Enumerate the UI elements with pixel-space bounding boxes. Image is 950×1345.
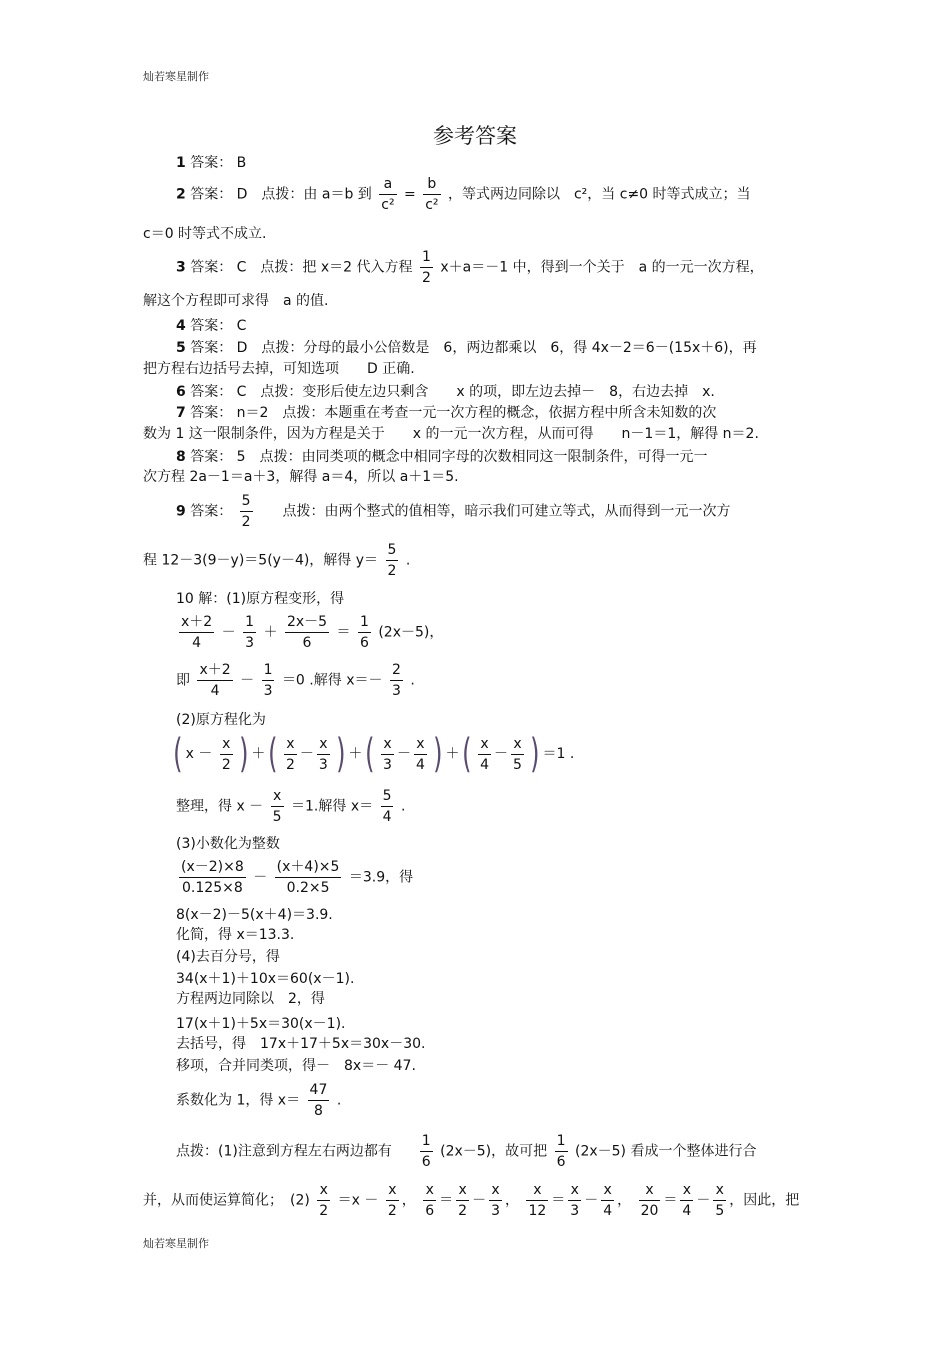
answer-number: 8 — [176, 449, 186, 465]
answer-text: 程 12－3(9－y)＝5(y－4)，解得 y＝ — [143, 552, 379, 569]
solution-10-part1: 10 解：(1)原方程变形，得 — [176, 591, 345, 607]
answer-text: C 点拨：把 x＝2 代入方程 — [236, 259, 413, 276]
answer-5-cont: 把方程右边括号去掉，可知选项 D 正确. — [143, 361, 415, 377]
answer-label: 答案： — [190, 186, 233, 203]
answer-number: 2 — [176, 186, 186, 203]
page-footer: 灿若寒星制作 — [143, 1237, 209, 1250]
equation: ( x － $\frac{x}{2}$ ) ＋( $\frac{x}{2}$ － $\frac{x}{3}$ ) ＋( $\frac{x}{3}$ － $\frac{x}{4}$ ) ＋( $\frac{x}{4}$ － $\frac{x}{5}$ ) ＝1 . — [173, 731, 575, 777]
answer-number: 5 — [176, 340, 186, 356]
equation: $\frac{x+2}{4}$ － $\frac{1}{3}$ ＋ $\frac{2x-5}{6}$ ＝ $\frac{1}{6}$ (2x－5)， — [181, 614, 444, 651]
solution-line: 17(x＋1)＋5x＝30(x－1). — [176, 1016, 346, 1032]
answer-number: 7 — [176, 405, 186, 421]
page-title: 参考答案 — [433, 124, 517, 148]
answer-text: 5 点拨：由同类项的概念中相同字母的次数相同这一限制条件，可得一元一 — [236, 449, 708, 465]
answer-label: 答案： — [190, 405, 233, 421]
equation: 系数化为 1，得 x＝ $\frac{47}{8}$ . — [176, 1082, 342, 1119]
answer-2 — [176, 174, 751, 215]
answer-1 — [176, 153, 246, 173]
solution-line: 移项，合并同类项，得－ 8x＝－ 47. — [176, 1058, 416, 1074]
answer-5 — [176, 338, 757, 358]
answer-text: B — [236, 155, 247, 171]
fraction: $\frac{a}{\text{c²}}$ — [381, 176, 395, 213]
hint-line: 并，从而使运算简化； (2) $\frac{x}{2}$ ＝x － $\frac{x}{2}$ ， $\frac{x}{6}$ ＝ $\frac{x}{2}$ － $\frac{x}{3}$ ， $\frac{x}{12}$ ＝ $\frac{x}{3}$ － $\frac{x}{4}$ ， $\frac{x}{20}$ ＝ $\frac{x}{4}$ － $\frac{x}{5}$ ，因此，把 — [143, 1182, 800, 1219]
fraction: $\frac{1}{2}$ — [421, 249, 431, 286]
fraction: $\frac{5}{2}$ — [241, 493, 251, 530]
answer-label: 答案： — [190, 318, 233, 334]
equation: 整理，得 x － $\frac{x}{5}$ ＝1.解得 x＝ $\frac{5}{4}$ . — [176, 788, 406, 825]
solution-line: 去括号，得 17x＋17＋5x＝30x－30. — [176, 1036, 426, 1052]
answer-text: ，等式两边同除以 c²，当 c≠0 时等式成立；当 — [447, 186, 751, 203]
solution-line: 化简，得 x＝13.3. — [176, 927, 295, 943]
hint-line: 点拨：(1)注意到方程左右两边都有 $\frac{1}{6}$ (2x－5)，故可把 $\frac{1}{6}$ (2x－5) 看成一个整体进行合 — [176, 1133, 757, 1170]
answer-label: 答案： — [190, 503, 233, 520]
answer-text: C 点拨：变形后使左边只剩含 x 的项，即左边去掉－ 8，右边去掉 x. — [236, 384, 715, 400]
answer-text: 点拨：由两个整式的值相等，暗示我们可建立等式，从而得到一元一次方 — [282, 503, 731, 520]
equation: $\frac{(x-2)\times 8}{0.125\times 8}$ － $\frac{(x+4)\times 5}{0.2\times 5}$ ＝3.9，得 — [181, 859, 414, 896]
answer-label: 答案： — [190, 384, 233, 400]
equation: 即 $\frac{x+2}{4}$ － $\frac{1}{3}$ ＝0 .解得 x＝－ $\frac{2}{3}$ . — [176, 662, 415, 699]
fraction: $\frac{b}{\text{c²}}$ — [425, 176, 439, 213]
answer-label: 答案： — [190, 259, 233, 276]
answer-7-cont: 数为 1 这一限制条件，因为方程是关于 x 的一元一次方程，从而可得 n－1＝1，解得 n＝2. — [143, 426, 759, 442]
answer-text: x＋a＝－1 中，得到一个关于 a 的一元一次方程， — [440, 259, 764, 276]
answer-text: D 点拨：分母的最小公倍数是 6，两边都乘以 6，得 4x－2＝6－(15x＋6)，再 — [236, 340, 757, 356]
answer-9-cont: 程 12－3(9－y)＝5(y－4)，解得 y＝ $\frac{5}{2}$ . — [143, 542, 411, 579]
solution-10-part2: (2)原方程化为 — [176, 712, 266, 728]
answer-9 — [176, 491, 730, 532]
answer-3-cont: 解这个方程即可求得 a 的值. — [143, 293, 329, 309]
answer-label: 答案： — [190, 449, 233, 465]
page-header: 灿若寒星制作 — [143, 70, 209, 83]
answer-3 — [176, 247, 764, 288]
answer-number: 1 — [176, 155, 186, 171]
answer-number: 4 — [176, 318, 186, 334]
answer-label: 答案： — [190, 340, 233, 356]
solution-line: 34(x＋1)＋10x＝60(x－1). — [176, 971, 355, 987]
answer-number: 6 — [176, 384, 186, 400]
answer-text: n＝2 点拨：本题重在考查一元一次方程的概念，依据方程中所含未知数的次 — [236, 405, 717, 421]
answer-text: C — [236, 318, 247, 334]
equals-sign: = — [404, 186, 416, 203]
solution-10-part3: (3)小数化为整数 — [176, 836, 280, 852]
answer-6 — [176, 382, 715, 402]
fraction: $\frac{5}{2}$ — [387, 542, 397, 579]
answer-4 — [176, 316, 246, 336]
answer-label: 答案： — [190, 155, 233, 171]
answer-2-cont: c＝0 时等式不成立. — [143, 226, 267, 242]
answer-text: D 点拨：由 a＝b 到 — [236, 186, 372, 203]
solution-line: 方程两边同除以 2，得 — [176, 991, 325, 1007]
answer-number: 9 — [176, 503, 186, 520]
solution-line: 8(x－2)－5(x＋4)＝3.9. — [176, 907, 333, 923]
answer-7 — [176, 403, 716, 423]
answer-number: 3 — [176, 259, 186, 276]
solution-10-part4: (4)去百分号，得 — [176, 949, 280, 965]
answer-8-cont: 次方程 2a－1＝a＋3，解得 a＝4，所以 a＋1＝5. — [143, 469, 459, 485]
answer-8 — [176, 447, 708, 467]
